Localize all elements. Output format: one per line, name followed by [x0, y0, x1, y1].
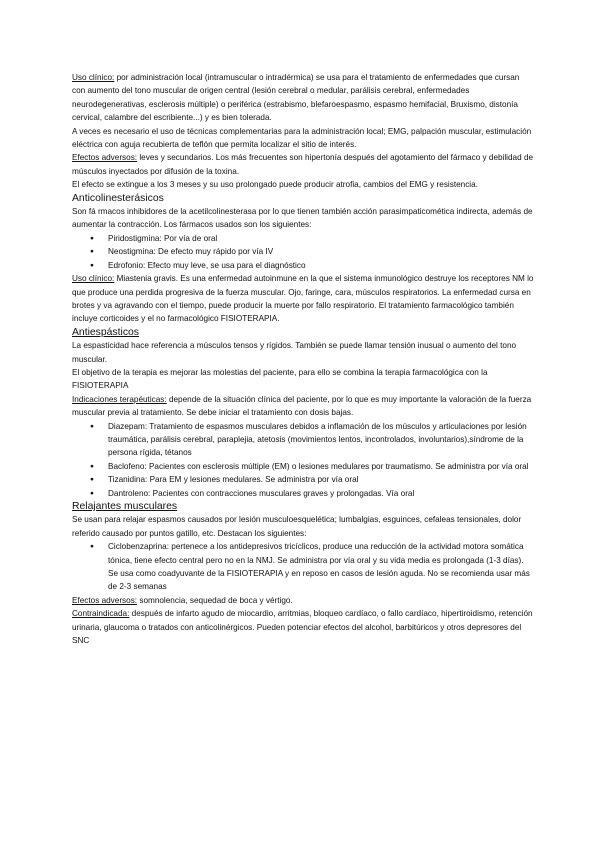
indicaciones-terapeuticas-paragraph: [72, 393, 534, 420]
contraindicada-label: Contraindicada:: [72, 609, 130, 619]
list-item: ● Neostigmina: De efecto muy rápido por vía IV: [108, 245, 534, 258]
list-item: ● Piridostigmina: Por vía de oral: [108, 232, 534, 245]
uso-clinico-toxina-paragraph: [72, 71, 534, 125]
contraindicada-text: después de infarto agudo de miocardio, arritmias, bloqueo cardíaco, o fallo cardíaco, hipertiroidismo, retención urinaria, glaucoma o tratados con anticolinérgicos. Pueden potenciar efectos del alcohol, barbitúricos y otros depresores del SNC: [72, 609, 533, 646]
list-item: ● Dantroleno: Pacientes con contracciones musculares graves y prolongadas. Vía oral: [108, 487, 534, 500]
uso-clinico-label: Uso clínico:: [72, 274, 115, 284]
uso-clinico-label: Uso clínico:: [72, 73, 115, 82]
objetivo-terapia-paragraph: El objetivo de la terapia es mejorar las molestias del paciente, para ello se combina la terapia farmacológica con la FISIOTERAPIA: [72, 367, 488, 391]
list-item: ● Diazepam: Tratamiento de espasmos musculares debidos a inflamación de los músculos y articulaciones por lesión traumática, parálisis cerebral, paraplejia, atetosis (movimientos lentos, incontrolados, involuntarios),síndrome de la persona rígida, tétanos: [108, 420, 534, 460]
uso-clinico-text: por administración local (intramuscular o intradérmica) se usa para el tratamiento de enfermedades que cursan con aumento del tono muscular de origen central (lesión cerebral o medular, parálisis cerebral, enfermedades neurodegenerativas, esclerosis múltiple) o periférica (estrabismo, blefaroespasmo, espasmo hemifacial, Bruxismo, distonía cervical, calambre del escribiente...) y es bien tolerada.: [72, 73, 520, 123]
antiespasticos-heading: Antiespásticos: [72, 326, 139, 338]
uso-clinico-text: Miastenia gravis. Es una enfermedad autoinmune en la que el sistema inmunológico destruye los receptores NM lo que produce una perdida progresiva de la fuerza muscular. Ojo, faringe, cara, músculos respiratorios. La enfermedad cursa en brotes y va agravando con el tiempo, puede producir la muerte por fallo respiratorio. El tratamiento farmacológico también incluye corticoides y el no farmacológico FISIOTERAPIA.: [72, 274, 534, 324]
efectos-adversos-text: somnolencia, sequedad de boca y vértigo.: [137, 595, 293, 605]
efectos-adversos-relajantes-paragraph: [72, 594, 534, 607]
efectos-adversos-text: leves y secundarios. Los más frecuentes son hipertonía después del agotamiento del fármaco y debilidad de músculos inyectados por difusión de la toxina.: [72, 153, 534, 176]
indicaciones-label: Indicaciones terapéuticas:: [72, 394, 167, 404]
indicaciones-text: depende de la situación clínica del paciente, por lo que es muy importante la valoración de la fuerza muscular previa al tratamiento. Se debe iniciar el tratamiento con dosis bajas.: [72, 394, 532, 418]
anticolinesterasicos-intro-paragraph: Son fá rmacos inhibidores de la acetilcolinesterasa por lo que tienen también acción parasimpaticomética indirecta, además de aumentar la contracción. Los fármacos usados son los siguientes:: [72, 207, 533, 230]
uso-clinico-miastenia-paragraph: [72, 272, 534, 326]
document-page: [72, 71, 534, 647]
relajantes-musculares-heading: Relajantes musculares: [72, 501, 178, 512]
relajantes-intro-paragraph: Se usan para relajar espasmos causados por lesión musculoesquelética; lumbalgias, esguinces, cefaleas tensionales, dolor referido causado por puntos gatillo, etc. Destacan los siguientes:: [72, 515, 522, 538]
efectos-adversos-label: Efectos adversos:: [72, 595, 138, 605]
espasticidad-paragraph: La espasticidad hace referencia a músculos tensos y rígidos. También se puede llamar tensión inusual o aumento del tono muscular.: [72, 341, 517, 364]
efectos-adversos-label: Efectos adversos:: [72, 153, 138, 163]
list-item: ● Ciclobenzaprina: pertenece a los antidepresivos tricíclicos, produce una reducción de la actividad motora somática tónica, tiene efecto central pero no en la NMJ. Se administra por vía oral y su vida media es prolongada (1-3 días). Se usa como coadyuvante de la FISIOTERAPIA y en reposo en casos de lesión aguda. No se recomienda usar más de 2-3 semanas: [108, 540, 534, 594]
tecnicas-complementarias-paragraph: A veces es necesario el uso de técnicas complementarias para la administración local; EMG, palpación muscular, estimulación eléctrica con aguja recubierta de teflón que permita localizar el sitio de interés.: [72, 126, 532, 150]
efecto-extingue-paragraph: El efecto se extingue a los 3 meses y su uso prolongado puede producir atrofia, cambios del EMG y resistencia.: [72, 180, 478, 190]
contraindicada-paragraph: [72, 607, 534, 647]
antiespasticos-list: [72, 420, 534, 500]
anticolinesterasicos-heading: Anticolinesterásicos: [72, 192, 164, 204]
relajantes-list: [72, 540, 534, 594]
list-item: ● Edrofonio: Efecto muy leve, se usa para el diagnóstico: [108, 259, 534, 272]
list-item: ● Baclofeno: Pacientes con esclerosis múltiple (EM) o lesiones medulares por traumatismo. Se administra por vía oral: [108, 460, 534, 473]
efectos-adversos-toxina-paragraph: [72, 151, 534, 178]
list-item: ● Tizanidina: Para EM y lesiones medulares. Se administra por vía oral: [108, 473, 534, 486]
anticolinesterasicos-list: [72, 232, 534, 272]
